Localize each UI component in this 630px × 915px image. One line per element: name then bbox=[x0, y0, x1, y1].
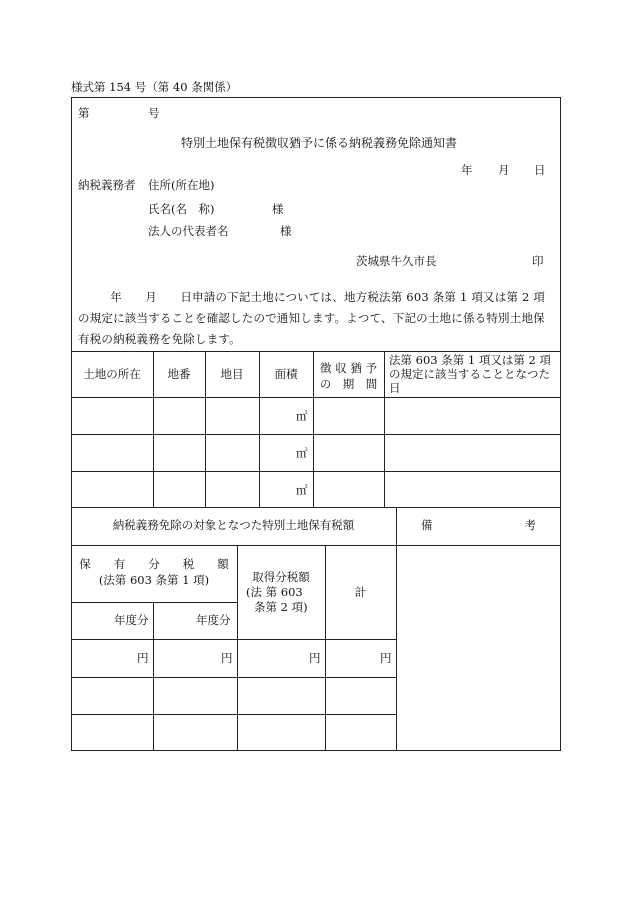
area-unit: ㎡ bbox=[296, 446, 308, 460]
seal-mark: 印 bbox=[532, 254, 544, 268]
issuer-name: 茨城県牛久市長 bbox=[356, 254, 437, 268]
total-label: 計 bbox=[354, 585, 367, 599]
header-grace-period: 徴 収 猶 予 の 期 間 bbox=[319, 361, 378, 391]
acquisition-tax-law: (法 第 603 bbox=[246, 585, 303, 599]
form-number: 様式第 154 号（第 40 条関係） bbox=[71, 80, 238, 94]
header-land-category: 地目 bbox=[220, 367, 244, 381]
doc-no-dai: 第 bbox=[78, 106, 90, 120]
doc-no-go: 号 bbox=[148, 106, 160, 120]
holding-tax-law: (法第 603 条第 1 項) bbox=[98, 573, 210, 587]
yen-unit: 円 bbox=[380, 651, 392, 665]
acquisition-tax-label: 取得分税額 bbox=[252, 570, 310, 584]
area-unit: ㎡ bbox=[296, 483, 308, 497]
header-area: 面積 bbox=[274, 367, 298, 381]
tax-amount-header: 納税義務免除の対象となつた特別土地保有税額 bbox=[112, 518, 355, 532]
yen-unit: 円 bbox=[221, 651, 233, 665]
acquisition-tax-law: 条第 2 項) bbox=[254, 600, 308, 614]
date-year: 年 bbox=[461, 163, 473, 177]
notice-text: 年 月 日申請の下記土地については、地方税法第 603 条第 1 項又は第 2 項の規定に該当することを確認したので通知します。よつて、下記の土地に係る特別土地保有税の納税義務を免除します。 bbox=[78, 290, 546, 346]
fiscal-year-label: 年度分 bbox=[114, 613, 149, 627]
taxpayer-label: 納税義務者 bbox=[78, 178, 136, 192]
header-lot-number: 地番 bbox=[167, 367, 191, 381]
representative-label: 法人の代表者名 bbox=[148, 224, 229, 238]
header-applicable-date: 法第 603 条第 1 項又は第 2 項の規定に該当することとなつた日 bbox=[389, 353, 552, 395]
fiscal-year-label: 年度分 bbox=[196, 613, 231, 627]
holding-tax-label: 保 有 分 税 額 bbox=[79, 557, 229, 571]
header-location: 土地の所在 bbox=[83, 367, 141, 381]
date-day: 日 bbox=[534, 163, 546, 177]
yen-unit: 円 bbox=[309, 651, 321, 665]
taxpayer-name-suffix: 様 bbox=[272, 202, 284, 216]
taxpayer-address-label: 住所(所在地) bbox=[148, 178, 215, 192]
yen-unit: 円 bbox=[137, 651, 149, 665]
remarks-header: 備 考 bbox=[421, 518, 536, 532]
representative-suffix: 様 bbox=[280, 224, 292, 238]
taxpayer-name-label: 氏名(名 称) bbox=[148, 202, 215, 216]
document-title: 特別土地保有税徴収猶予に係る納税義務免除通知書 bbox=[181, 136, 458, 150]
date-month: 月 bbox=[498, 163, 510, 177]
area-unit: ㎡ bbox=[296, 409, 308, 423]
